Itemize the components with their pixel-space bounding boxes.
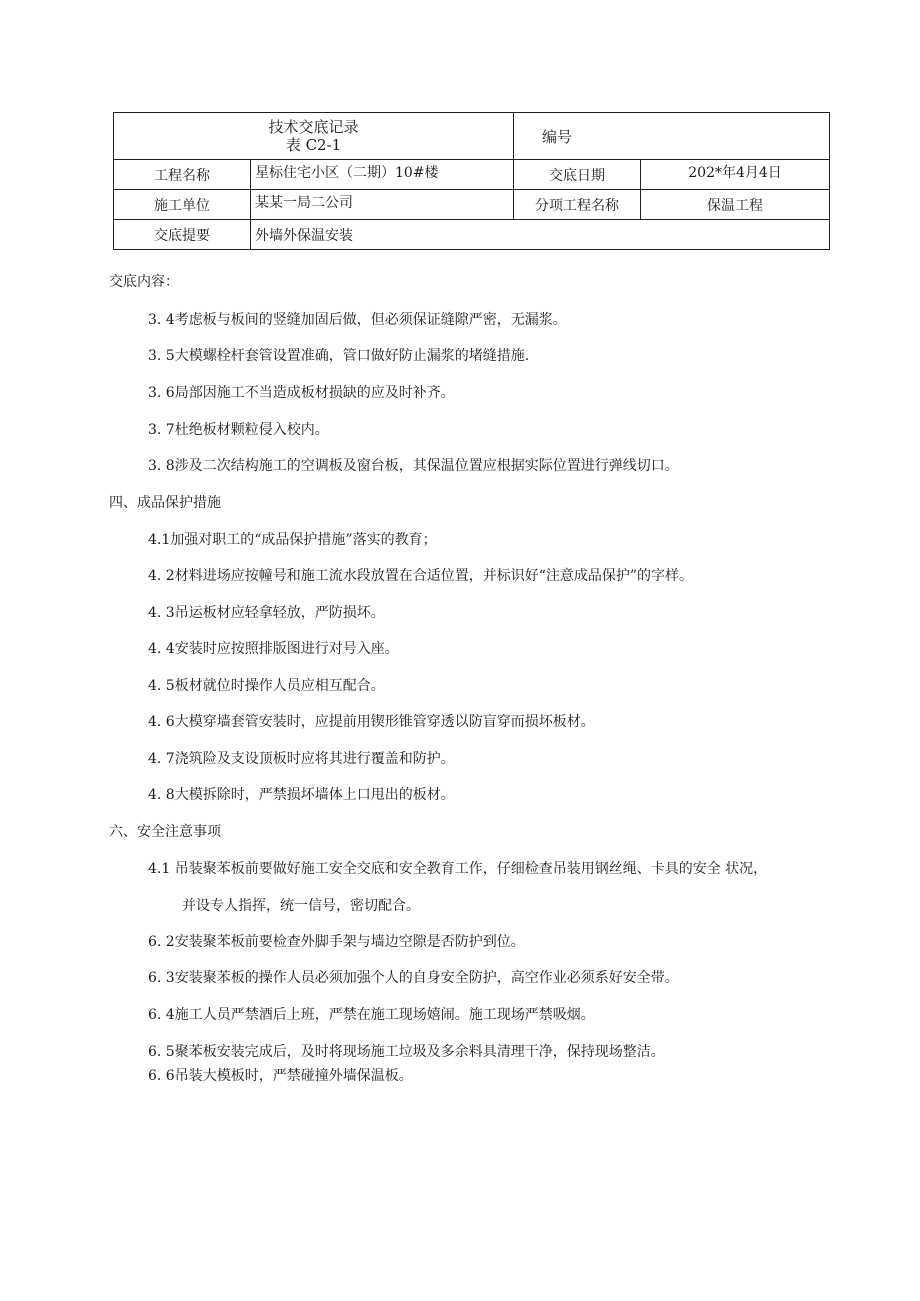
list-item: 4. 8大模拆除时，严禁损坏墙体上口甩出的板材。 bbox=[148, 787, 455, 803]
list-item: 4. 2材料进场应按幢号和施工流水段放置在合适位置，并标识好“注意成品保护”的字样。 bbox=[148, 568, 694, 584]
title-cell bbox=[114, 113, 514, 160]
content-heading: 交底内容： bbox=[109, 274, 179, 290]
list-item: 4. 6大模穿墙套管安装时，应提前用锲形锥管穿透以防盲穿而损坏板材。 bbox=[148, 714, 595, 730]
sub-project-value: 保温工程 bbox=[641, 190, 830, 220]
list-item: 6. 6吊装大模板时，严禁碰撞外墙保温板。 bbox=[148, 1068, 413, 1084]
list-item: 4. 3吊运板材应轻拿轻放，严防损坏。 bbox=[148, 605, 385, 621]
list-item: 4. 4安装时应按照排版图进行对号入座。 bbox=[148, 641, 399, 657]
contractor-value: 某某一局二公司 bbox=[251, 190, 514, 220]
list-item: 3. 4考虑板与板间的竖缝加固后做，但必须保证缝隙严密，无漏浆。 bbox=[148, 312, 567, 328]
list-item: 3. 7杜绝板材颗粒侵入校内。 bbox=[148, 422, 329, 438]
number-label: 编号 bbox=[514, 113, 830, 160]
summary-value: 外墙外保温安装 bbox=[251, 220, 830, 250]
list-item: 6. 2安装聚苯板前要检查外脚手架与墙边空隙是否防护到位。 bbox=[148, 934, 525, 950]
list-item: 6. 5聚苯板安装完成后，及时将现场施工垃圾及多余料具清理干净，保持现场整洁。 bbox=[148, 1044, 665, 1060]
project-name-label: 工程名称 bbox=[114, 160, 251, 190]
summary-label: 交底提要 bbox=[114, 220, 251, 250]
list-item: 6. 4施工人员严禁酒后上班，严禁在施工现场嬉闹。施工现场严禁吸烟。 bbox=[148, 1007, 595, 1023]
date-label: 交底日期 bbox=[514, 160, 641, 190]
list-item: 3. 8涉及二次结构施工的空调板及窗台板，其保温位置应根据实际位置进行弹线切口。 bbox=[148, 458, 679, 474]
list-item: 4. 5板材就位时操作人员应相互配合。 bbox=[148, 678, 385, 694]
sub-project-label: 分项工程名称 bbox=[514, 190, 641, 220]
section-heading: 四、成品保护措施 bbox=[109, 495, 221, 511]
contractor-label: 施工单位 bbox=[114, 190, 251, 220]
list-item: 6. 3安装聚苯板的操作人员必须加强个人的自身安全防护，高空作业必须系好安全带。 bbox=[148, 970, 679, 986]
list-item-continuation: 并设专人指挥，统一信号，密切配合。 bbox=[182, 898, 420, 914]
list-item: 3. 6局部因施工不当造成板材损缺的应及时补齐。 bbox=[148, 385, 455, 401]
section-heading: 六、安全注意事项 bbox=[109, 824, 221, 840]
list-item: 4.1加强对职工的“成品保护措施”落实的教育； bbox=[148, 532, 437, 548]
list-item: 4.1 吊装聚苯板前要做好施工安全交底和安全教育工作，仔细检查吊装用钢丝绳、卡具的安全 状况， bbox=[148, 861, 768, 877]
form-number: 表 C2-1 bbox=[285, 136, 342, 154]
list-item: 4. 7浇筑险及支设顶板时应将其进行覆盖和防护。 bbox=[148, 751, 455, 767]
list-item: 3. 5大模螺栓杆套管设置准确，管口做好防止漏浆的堵缝措施. bbox=[148, 348, 530, 364]
form-title: 技术交底记录 bbox=[268, 118, 359, 136]
date-value: 202*年4月4日 bbox=[641, 160, 830, 190]
header-table bbox=[113, 112, 830, 250]
project-name-value: 星标住宅小区（二期）10#楼 bbox=[251, 160, 514, 190]
